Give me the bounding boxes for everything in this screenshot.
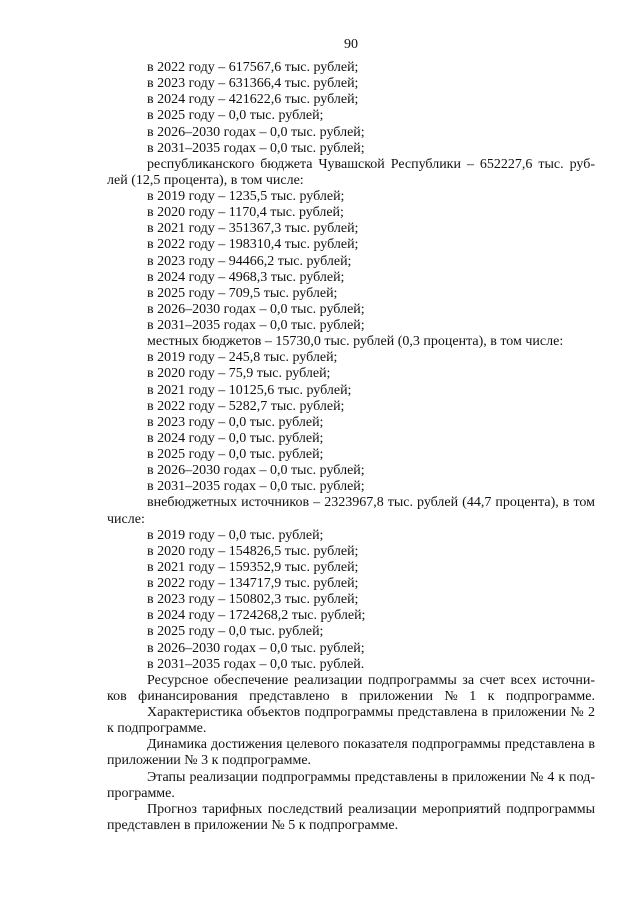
local-budgets-item: в 2019 году – 245,8 тыс. рублей; bbox=[147, 350, 338, 366]
local-budgets-item: в 2022 году – 5282,7 тыс. рублей; bbox=[147, 398, 345, 414]
republican-budget-item: в 2022 году – 198310,4 тыс. рублей; bbox=[147, 237, 359, 253]
republican-budget-summary: лей (12,5 процента), в том числе: bbox=[107, 172, 304, 188]
funding-year-item: в 2026–2030 годах – 0,0 тыс. рублей; bbox=[147, 124, 365, 140]
republican-budget-item: в 2021 году – 351367,3 тыс. рублей; bbox=[147, 221, 359, 237]
local-budgets-item: в 2025 году – 0,0 тыс. рублей; bbox=[147, 447, 324, 462]
republican-budget-item: в 2026–2030 годах – 0,0 тыс. рублей; bbox=[147, 301, 365, 317]
paragraph-line: Ресурсное обеспечение реализации подпрограммы за счет всех источни- bbox=[147, 672, 595, 688]
paragraph-line: программе. bbox=[107, 785, 175, 801]
extrabudgetary-item: в 2031–2035 годах – 0,0 тыс. рублей. bbox=[147, 656, 365, 672]
paragraph-line: приложении № 3 к подпрограмме. bbox=[107, 753, 312, 769]
extrabudgetary-item: в 2021 году – 159352,9 тыс. рублей; bbox=[147, 559, 359, 575]
republican-budget-item: в 2025 году – 709,5 тыс. рублей; bbox=[147, 285, 338, 301]
republican-budget-item: в 2019 году – 1235,5 тыс. рублей; bbox=[147, 189, 345, 204]
extrabudgetary-summary: внебюджетных источников – 2323967,8 тыс. рублей (44,7 процента), в том bbox=[147, 495, 595, 511]
local-budgets-item: в 2024 году – 0,0 тыс. рублей; bbox=[147, 430, 324, 446]
local-budgets-summary: местных бюджетов – 15730,0 тыс. рублей (0,3 процента), в том числе: bbox=[147, 334, 564, 350]
funding-year-item: в 2022 году – 617567,6 тыс. рублей; bbox=[147, 60, 359, 75]
local-budgets-item: в 2021 году – 10125,6 тыс. рублей; bbox=[147, 382, 352, 398]
extrabudgetary-item: в 2026–2030 годах – 0,0 тыс. рублей; bbox=[147, 640, 365, 656]
republican-budget-summary: республиканского бюджета Чувашской Республики – 652227,6 тыс. руб- bbox=[147, 156, 595, 172]
local-budgets-item: в 2026–2030 годах – 0,0 тыс. рублей; bbox=[147, 463, 365, 479]
paragraph-line: представлен в приложении № 5 к подпрограмме. bbox=[107, 817, 399, 833]
paragraph-line: Прогноз тарифных последствий реализации мероприятий подпрограммы bbox=[147, 801, 595, 817]
funding-year-item: в 2031–2035 годах – 0,0 тыс. рублей; bbox=[147, 140, 365, 156]
extrabudgetary-item: в 2025 году – 0,0 тыс. рублей; bbox=[147, 624, 324, 640]
extrabudgetary-item: в 2022 году – 134717,9 тыс. рублей; bbox=[147, 576, 359, 591]
extrabudgetary-summary: числе: bbox=[107, 511, 145, 527]
extrabudgetary-item: в 2023 году – 150802,3 тыс. рублей; bbox=[147, 592, 359, 608]
republican-budget-item: в 2023 году – 94466,2 тыс. рублей; bbox=[147, 253, 352, 269]
extrabudgetary-item: в 2020 году – 154826,5 тыс. рублей; bbox=[147, 543, 359, 559]
funding-year-item: в 2025 году – 0,0 тыс. рублей; bbox=[147, 108, 324, 124]
paragraph-line: Динамика достижения целевого показателя подпрограммы представлена в bbox=[147, 737, 595, 753]
extrabudgetary-item: в 2019 году – 0,0 тыс. рублей; bbox=[147, 527, 324, 543]
page-number: 90 bbox=[344, 37, 358, 52]
paragraph-line: к подпрограмме. bbox=[107, 721, 207, 737]
republican-budget-item: в 2020 году – 1170,4 тыс. рублей; bbox=[147, 205, 344, 221]
document-body bbox=[107, 60, 595, 834]
funding-year-item: в 2024 году – 421622,6 тыс. рублей; bbox=[147, 92, 359, 108]
local-budgets-item: в 2023 году – 0,0 тыс. рублей; bbox=[147, 414, 324, 430]
funding-year-item: в 2023 году – 631366,4 тыс. рублей; bbox=[147, 76, 359, 92]
paragraph-line: Характеристика объектов подпрограммы представлена в приложении № 2 bbox=[147, 705, 595, 720]
paragraph-line: ков финансирования представлено в приложении № 1 к подпрограмме. bbox=[107, 688, 595, 704]
local-budgets-item: в 2031–2035 годах – 0,0 тыс. рублей; bbox=[147, 479, 365, 495]
extrabudgetary-item: в 2024 году – 1724268,2 тыс. рублей; bbox=[147, 608, 366, 624]
paragraph-line: Этапы реализации подпрограммы представлены в приложении № 4 к под- bbox=[147, 769, 595, 785]
republican-budget-item: в 2031–2035 годах – 0,0 тыс. рублей; bbox=[147, 318, 365, 333]
local-budgets-item: в 2020 году – 75,9 тыс. рублей; bbox=[147, 366, 331, 382]
republican-budget-item: в 2024 году – 4968,3 тыс. рублей; bbox=[147, 269, 345, 285]
